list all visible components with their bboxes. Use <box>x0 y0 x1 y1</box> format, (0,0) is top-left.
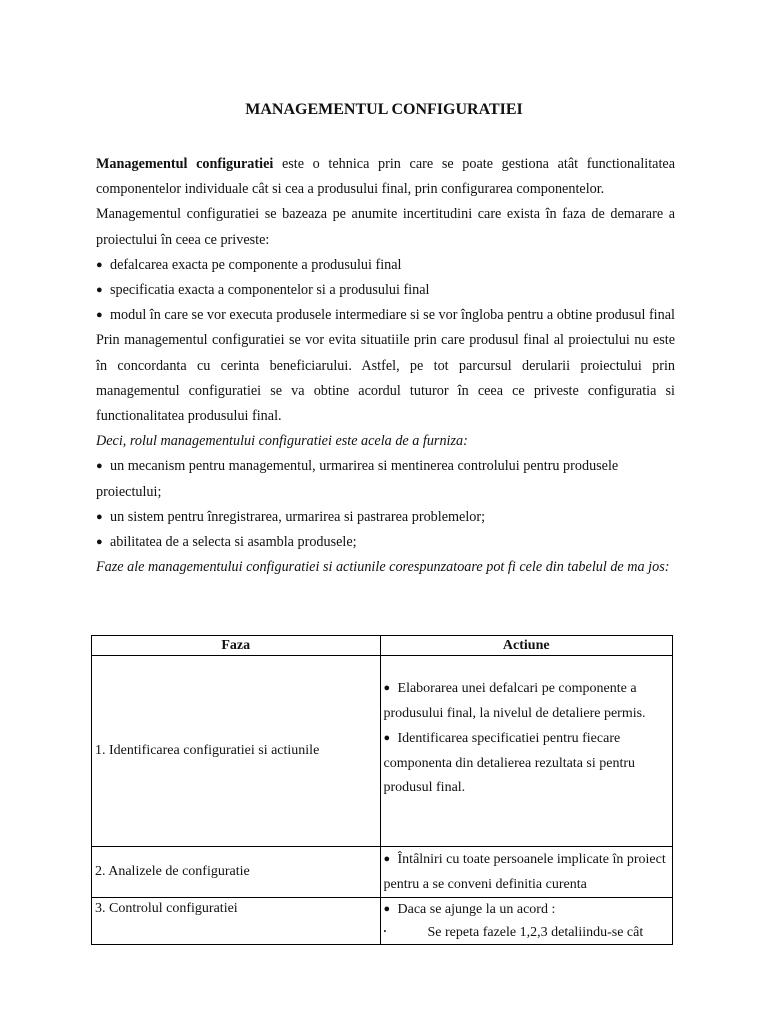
bullet-icon: ● <box>96 536 103 549</box>
bullet-icon: ● <box>383 732 391 745</box>
bullet-item: ● abilitatea de a selecta si asambla produsele; <box>96 530 675 555</box>
action-item: ● Daca se ajunge la un acord : <box>384 898 669 921</box>
italic-phases-intro: Faze ale managementului configuratiei si actiunile corespunzatoare pot fi cele din tabelul de ma jos: <box>96 559 670 576</box>
row-actiune <box>380 656 672 847</box>
bullet-icon: ● <box>96 510 103 523</box>
row-faza: 2. Analizele de configuratie <box>92 847 381 898</box>
paragraph-3: Prin managementul configuratiei se vor evita situatiile prin care produsul final al proiectului nu este în concordanta cu cerinta beneficiarului. Astfel, pe tot parcursul derularii proiectului prin managementul configuratiei se va obtine acordul tuturor în ceea ce priveste configuratia si functionalitatea produsului final. <box>96 332 675 425</box>
bullet-item: ● defalcarea exacta pe componente a produsului final <box>96 253 675 278</box>
bullet-icon: ● <box>383 853 391 865</box>
header-faza: Faza <box>92 636 381 656</box>
small-bullet-icon: • <box>383 927 387 937</box>
table-row <box>92 847 673 898</box>
bullet-icon: ● <box>96 284 103 297</box>
bullet-icon: ● <box>383 682 391 694</box>
bullet-icon: ● <box>383 903 391 916</box>
row-faza: 3. Controlul configuratiei <box>92 898 381 945</box>
table-row <box>92 656 673 847</box>
bullet-icon: ● <box>96 460 103 473</box>
action-item: ● Identificarea specificatiei pentru fiecare componenta din detalierea rezultata si pentru produsul final. <box>384 726 669 801</box>
document-body <box>96 152 675 580</box>
action-item: ● Elaborarea unei defalcari pe componente a produsului final, la nivelul de detaliere permis. <box>384 676 669 726</box>
bullet-icon: ● <box>96 309 103 322</box>
row-actiune <box>380 847 672 898</box>
phases-table <box>91 635 673 945</box>
document-title: MANAGEMENTUL CONFIGURATIEI <box>245 101 523 118</box>
paragraph-2: Managementul configuratiei se bazeaza pe anumite incertitudini care exista în faza de demarare a proiectului în ceea ce priveste: <box>96 206 675 248</box>
italic-intro-role: Deci, rolul managementului configuratiei este acela de a furniza: <box>96 433 468 450</box>
header-actiune: Actiune <box>380 636 672 656</box>
action-item: ● Întâlniri cu toate persoanele implicate în proiect pentru a se conveni definitia curenta <box>384 847 669 897</box>
bullet-icon: ● <box>96 258 103 271</box>
intro-bold-lead: Managementul configuratiei <box>96 156 274 172</box>
row-faza: 1. Identificarea configuratiei si actiunile <box>92 656 381 847</box>
bullet-item: ● modul în care se vor executa produsele intermediare si se vor îngloba pentru a obtine produsul final <box>96 303 675 328</box>
bullet-item: ● specificatia exacta a componentelor si a produsului final <box>96 278 675 303</box>
bullet-item: ● un sistem pentru înregistrarea, urmarirea si pastrarea problemelor; <box>96 505 675 530</box>
bullet-item: ● un mecanism pentru managementul, urmarirea si mentinerea controlului pentru produsele proiectului; <box>96 454 675 504</box>
intro-paragraph <box>96 152 675 202</box>
table-row <box>92 898 673 945</box>
table-header-row <box>92 636 673 656</box>
row-actiune <box>380 898 672 945</box>
intro-rest: este o tehnica prin care se poate gestiona atât functionalitatea componentelor individuale cât si cea a produsului final, prin configurarea componentelor. <box>96 156 675 198</box>
action-subitem: • Se repeta fazele 1,2,3 detaliindu-se cât <box>384 921 669 944</box>
